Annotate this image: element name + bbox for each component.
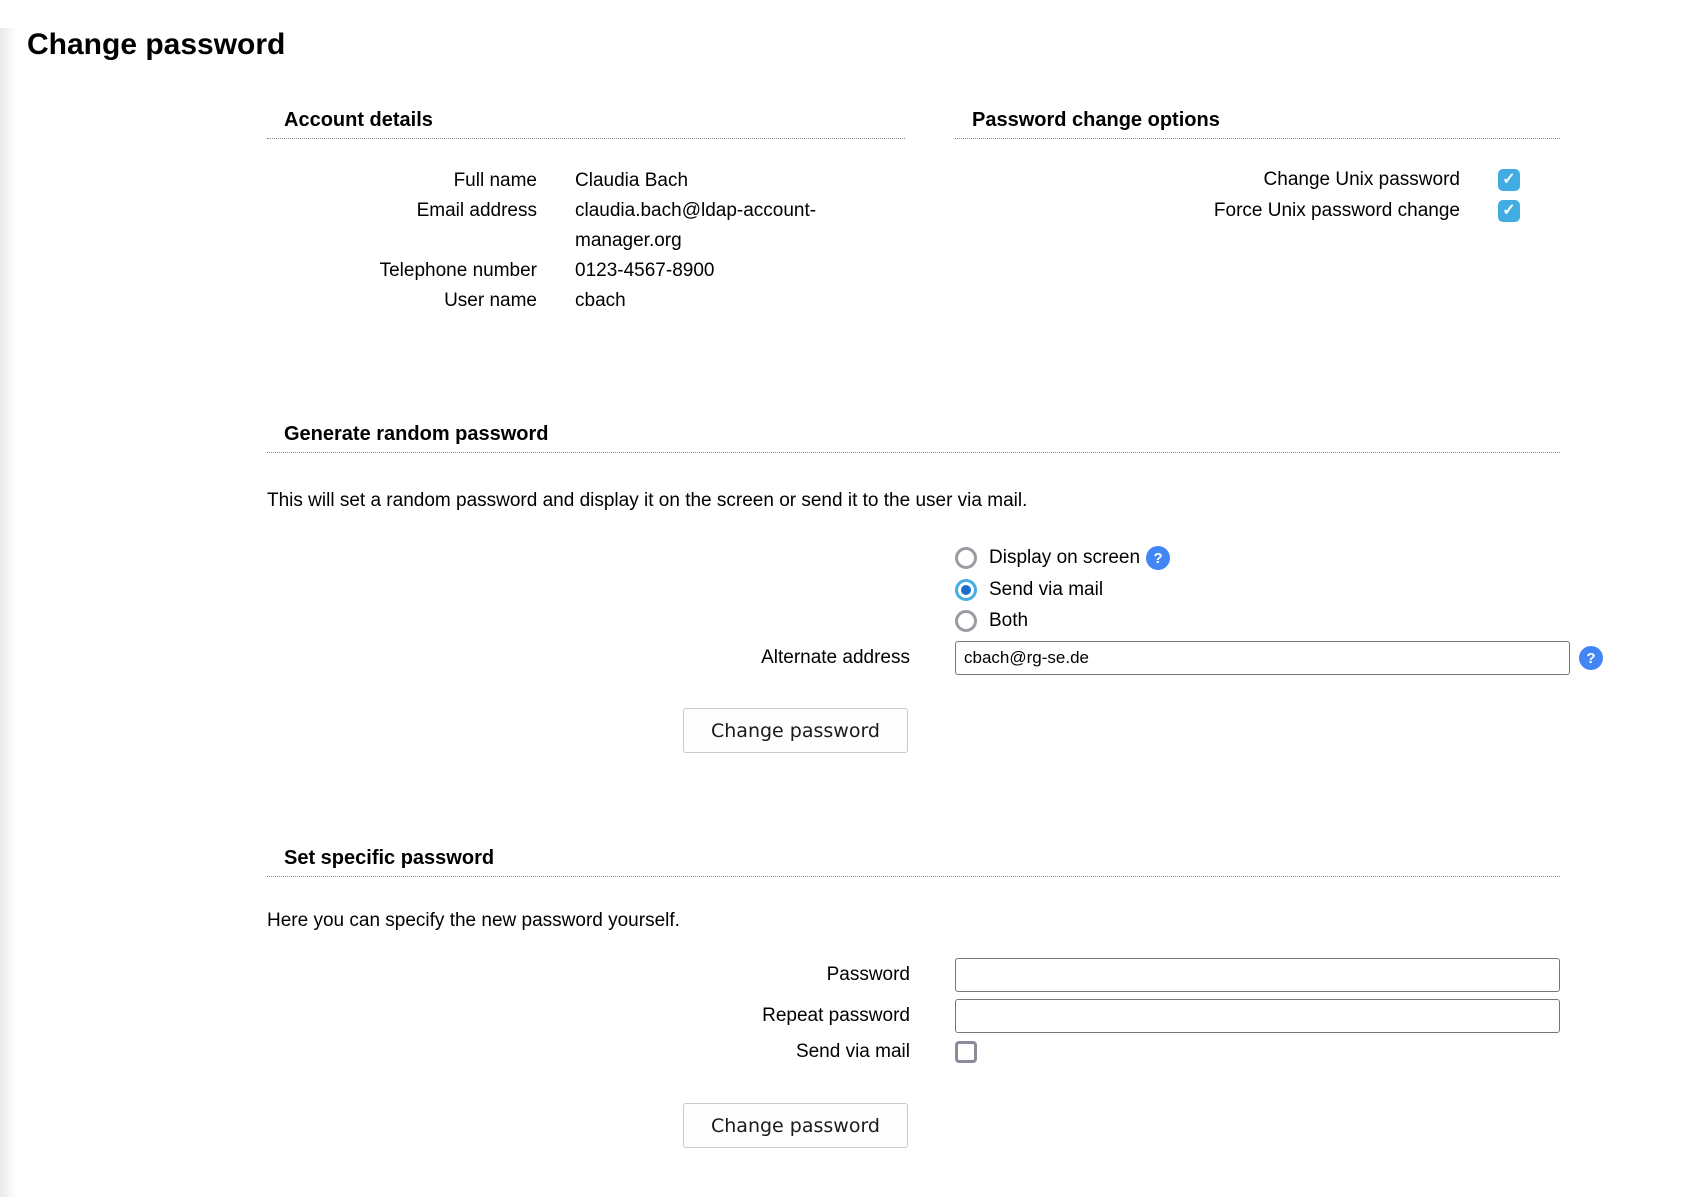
- generate-random-password-section: [267, 416, 1596, 753]
- set-specific-password-section: [267, 840, 1560, 1148]
- full-name-label: Full name: [453, 170, 537, 191]
- full-name-value: Claudia Bach: [575, 170, 689, 191]
- both-radio[interactable]: [955, 610, 977, 632]
- change-password-button-random[interactable]: Change password: [683, 708, 908, 753]
- page-left-shadow: [0, 28, 16, 1197]
- generate-random-password-heading: Generate random password: [284, 423, 549, 445]
- password-change-options-heading: Password change options: [972, 109, 1220, 131]
- send-via-mail-label: Send via mail: [795, 1041, 910, 1062]
- change-password-button-specific[interactable]: Change password: [683, 1103, 908, 1148]
- help-icon[interactable]: [1146, 546, 1170, 570]
- check-icon: ✓: [1502, 171, 1516, 188]
- repeat-password-label: Repeat password: [762, 1005, 910, 1026]
- page-title: Change password: [27, 28, 286, 61]
- set-specific-password-description: Here you can specify the new password yourself.: [267, 910, 680, 931]
- telephone-number-value: 0123-4567-8900: [575, 260, 715, 281]
- generate-random-password-description: This will set a random password and display it on the screen or send it to the user via mail.: [267, 490, 1028, 511]
- display-on-screen-radio-label[interactable]: Display on screen: [989, 547, 1141, 568]
- account-details-heading: Account details: [284, 109, 433, 131]
- password-output-radio-group: [955, 546, 1170, 632]
- email-address-label: Email address: [416, 200, 537, 221]
- user-name-label: User name: [444, 290, 537, 311]
- user-name-value: cbach: [575, 290, 626, 311]
- radio-option-both: [955, 610, 1170, 632]
- main-content: [267, 102, 1596, 1148]
- both-radio-label[interactable]: Both: [989, 610, 1029, 631]
- password-input[interactable]: [955, 958, 1560, 992]
- repeat-password-input[interactable]: [955, 999, 1560, 1033]
- set-specific-password-heading: Set specific password: [284, 847, 495, 869]
- alternate-address-label: Alternate address: [761, 647, 910, 668]
- question-mark-glyph: ?: [1153, 549, 1163, 567]
- change-unix-password-checkbox[interactable]: [1498, 169, 1520, 191]
- telephone-number-label: Telephone number: [379, 260, 537, 281]
- display-on-screen-radio[interactable]: [955, 547, 977, 569]
- send-via-mail-radio-label[interactable]: Send via mail: [989, 579, 1104, 600]
- alternate-address-input[interactable]: [955, 641, 1570, 675]
- question-mark-glyph: ?: [1586, 649, 1596, 667]
- section-divider: [955, 138, 1560, 139]
- send-via-mail-radio[interactable]: [955, 579, 977, 601]
- force-unix-password-change-label: Force Unix password change: [1213, 200, 1460, 221]
- account-details-section: [267, 102, 905, 316]
- password-label: Password: [826, 964, 910, 985]
- force-unix-password-change-checkbox[interactable]: [1498, 200, 1520, 222]
- password-change-options-section: [955, 102, 1560, 222]
- check-icon: ✓: [1502, 202, 1516, 219]
- help-icon[interactable]: [1579, 646, 1603, 670]
- section-divider: [267, 876, 1560, 877]
- radio-option-send-via-mail: [955, 579, 1170, 601]
- radio-option-display-on-screen: [955, 546, 1170, 570]
- section-divider: [267, 452, 1560, 453]
- change-unix-password-label: Change Unix password: [1263, 169, 1460, 190]
- email-address-value: claudia.bach@ldap-account-manager.org: [575, 200, 817, 251]
- send-via-mail-checkbox[interactable]: [955, 1041, 977, 1063]
- section-divider: [267, 138, 905, 139]
